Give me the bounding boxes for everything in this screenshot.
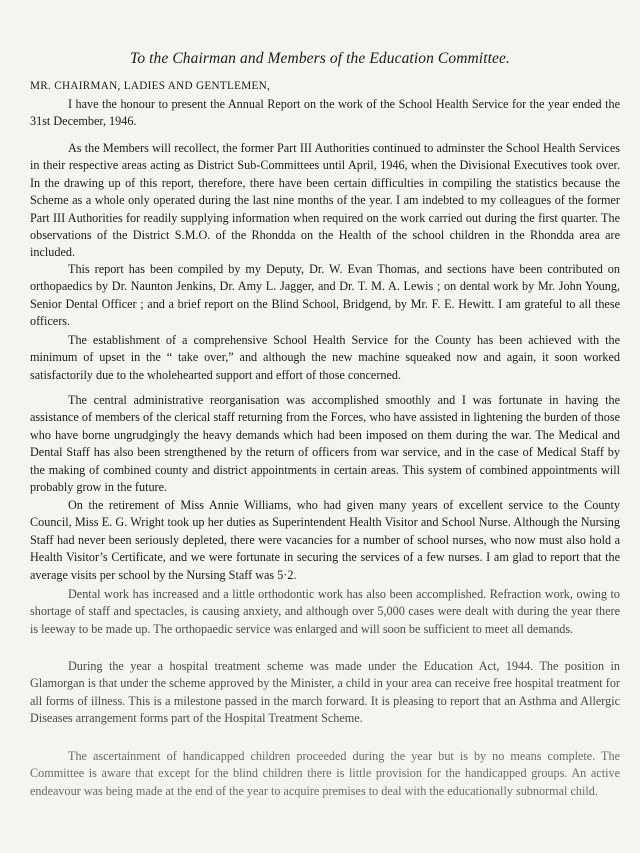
paragraph-handicapped-children: The ascertainment of handicapped children proceeded during the year but is by no means complete. The Committee is aware that except for the blind children there is little provision for the handicapped groups. An active endeavour was being made at the end of the year to acquire premises to deal with the educationally subnormal child. [30, 749, 620, 798]
paragraph-hospital-scheme: During the year a hospital treatment scheme was made under the Education Act, 1944. The position in Glamorgan is that under the scheme approved by the Minister, a child in your area can receive free hospital treatment for all forms of illness. This is a milestone passed in the march forward. It is pleasing to report that an Asthma and Allergic Diseases arrangement forms part of the Hospital Treatment Scheme. [30, 659, 620, 726]
paragraph-dental-work: Dental work has increased and a little orthodontic work has also been accomplished. Refraction work, owing to shortage of staff and spectacles, is causing anxiety, and although over 5,000 cases were dealt with during the year there is leeway to be made up. The orthopaedic service was enlarged and will soon be sufficient to meet all demands. [30, 587, 620, 636]
paragraph-administration: As the Members will recollect, the former Part III Authorities continued to adminster the School Health Services in their respective areas acting as District Sub-Committees until April, 1946, when the Divisional Executives took over. In the drawing up of this report, therefore, there have been certain difficulties in compiling the statistics because the Scheme as a whole only operated during the last nine months of the year. I am indebted to my colleagues of the former Part III Authorities for readily supplying information when required on the work carried out during the first quarter. The observations of the District S.M.O. of the Rhondda on the Health of the school children in the Rhondda area are included. [30, 141, 620, 260]
paragraph-intro: I have the honour to present the Annual Report on the work of the School Health Service for the year ended the 31st December, 1946. [30, 97, 620, 129]
paragraph-contributors: This report has been compiled by my Deputy, Dr. W. Evan Thomas, and sections have been contributed on orthopaedics by Dr. Naunton Jenkins, Dr. Amy L. Jagger, and Dr. T. M. A. Lewis ; on dental work by Mr. John Young, Senior Dental Officer ; and a brief report on the Blind School, Bridgend, by Mr. F. E. Hewitt. I am grateful to all these officers. [30, 262, 620, 329]
paragraph-establishment: The establishment of a comprehensive School Health Service for the County has been achieved with the minimum of upset in the “ take over,” and although the new machine squeaked now and again, it soon worked satisfactorily due to the wholehearted support and effort of those concerned. [30, 333, 620, 382]
page-title: To the Chairman and Members of the Education Committee. [130, 50, 510, 67]
paragraph-nursing-staff: On the retirement of Miss Annie Williams, who had given many years of excellent service to the County Council, Miss E. G. Wright took up her duties as Superintendent Health Visitor and School Nurse. Although the Nursing Staff had never been seriously depleted, there were vacancies for a number of school nurses, who now must also hold a Health Visitor’s Certificate, and we were fortunate in securing the services of a few nurses. I am glad to report that the average visits per school by the Nursing Staff was 5·2. [30, 498, 620, 582]
salutation: MR. CHAIRMAN, LADIES AND GENTLEMEN, [30, 80, 271, 92]
paragraph-reorganisation: The central administrative reorganisation was accomplished smoothly and I was fortunate in having the assistance of members of the clerical staff returning from the Forces, who have assisted in lightening the burden of those who have borne ungrudgingly the heavy demands which had been imposed on them during the war. The Medical and Dental Staff has also been strengthened by the return of officers from war service, and in the case of Medical Staff by the making of combined county and district appointments in certain areas. This system of combined appointments will probably grow in the future. [30, 393, 620, 495]
